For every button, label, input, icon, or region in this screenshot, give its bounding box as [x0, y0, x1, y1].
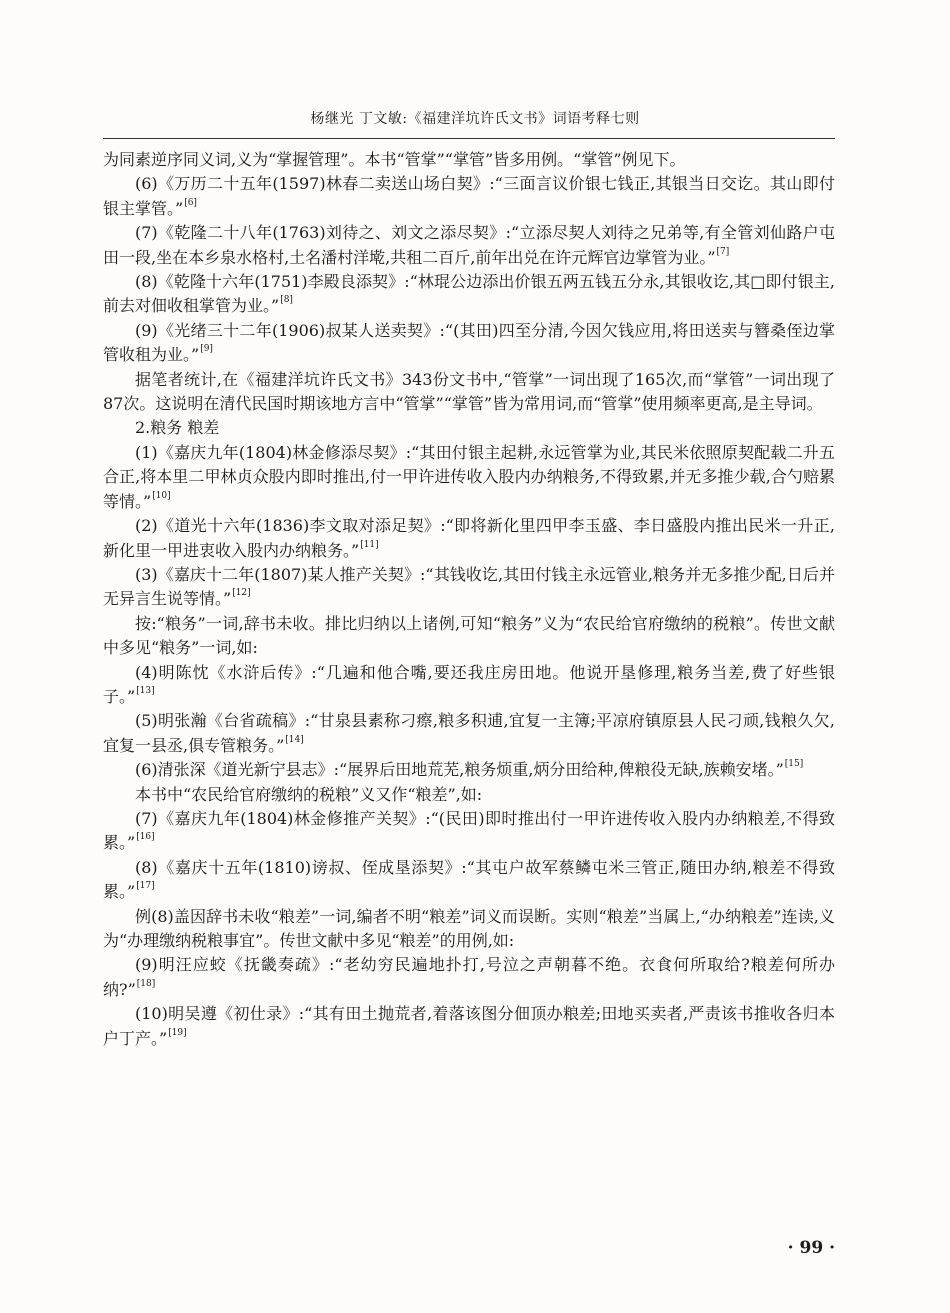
footnote-ref: [12]: [232, 588, 251, 599]
paragraph-text: (1)《嘉庆九年(1804)林金修添尽契》:“其田付银主起耕,永远管掌为业,其民米依照原契配载二升五合正,将本里二甲林贞众股内即时推出,付一甲许进传收入股内办纳粮务,不得致累,并无多推少载,合勺赔累等情。”: [103, 442, 835, 511]
paragraph: [103, 953, 835, 1002]
paragraph: [103, 1002, 835, 1051]
paragraph-text: 为同素逆序同义词,义为“掌握管理”。本书“管掌”“掌管”皆多用例。“掌管”例见下。: [103, 150, 686, 169]
paragraph: [103, 221, 835, 270]
running-header: 杨继光 丁文敏:《福建洋坑许氏文书》词语考释七则: [310, 111, 640, 127]
footnote-ref: [9]: [200, 344, 213, 355]
paragraph: [103, 319, 835, 368]
paragraph: [103, 148, 835, 172]
footnote-ref: [7]: [716, 246, 730, 257]
paragraph-text: (9)明汪应蛟《抚畿奏疏》:“老幼穷民遍地扑打,号泣之声朝暮不绝。衣食何所取给?粮差何所办纳?”: [103, 955, 835, 999]
paragraph: [103, 856, 835, 905]
article-body: [103, 148, 835, 1051]
paragraph: [103, 441, 835, 514]
paragraph-text: (10)明吴遵《初仕录》:“其有田土抛荒者,着落该图分佃顶办粮差;田地买卖者,严责该书推收各归本户丁产。”: [103, 1004, 835, 1048]
footnote-ref: [11]: [360, 539, 379, 550]
footnote-ref: [14]: [285, 734, 304, 745]
paragraph: [103, 758, 835, 782]
page-number: · 99 ·: [787, 1238, 835, 1258]
paragraph: [103, 270, 835, 319]
paragraph-text: 2.粮务 粮差: [135, 418, 220, 438]
paragraph-text: (4)明陈忱《水浒后传》:“几遍和他合嘴,要还我庄房田地。他说开垦修理,粮务当差,费了好些银子。”: [103, 662, 835, 706]
paragraph: [103, 807, 835, 856]
footnote-ref: [13]: [136, 685, 155, 696]
paragraph-text: (7)《乾隆二十八年(1763)刘待之、刘文之添尽契》:“立添尽契人刘待之兄弟等,有全管刘仙路户屯田一段,坐在本乡泉水格村,土名潘村洋墘,共租二百斤,前年出兑在许元辉官边掌管为业。”: [103, 223, 835, 267]
paragraph: [103, 661, 835, 710]
paragraph-text: (6)清张深《道光新宁县志》:“展界后田地荒芜,粮务烦重,炳分田给种,俾粮役无缺,族赖安堵。”: [135, 760, 784, 780]
paragraph-text: (2)《道光十六年(1836)李文取对添足契》:“即将新化里四甲李玉盛、李日盛股内推出民米一升正,新化里一甲进衷收入股内办纳粮务。”: [103, 516, 835, 560]
paragraph-text: 例(8)盖因辞书未收“粮差”一词,编者不明“粮差”词义而误断。实则“粮差”当属上,“办纳粮差”连读,义为“办理缴纳税粮事宜”。传世文献中多见“粮差”的用例,如:: [103, 906, 835, 950]
paragraph: [103, 416, 835, 440]
paragraph-text: (8)《乾隆十六年(1751)李殿良添契》:“林琨公边添出价银五两五钱五分永,其银收讫,其□即付银主,前去对佃收租掌管为业。”: [103, 272, 835, 316]
paragraph: [103, 368, 835, 417]
paragraph-text: (6)《万历二十五年(1597)林春二卖送山场白契》:“三面言议价银七钱正,其银当日交讫。其山即付银主掌管。”: [103, 174, 835, 218]
header-rule: [103, 138, 835, 139]
footnote-ref: [10]: [152, 490, 171, 501]
paragraph-text: 按:“粮务”一词,辞书未收。排比归纳以上诸例,可知“粮务”义为“农民给官府缴纳的税粮”。传世文献中多见“粮务”一词,如:: [103, 613, 835, 658]
paragraph: [103, 514, 835, 563]
footnote-ref: [6]: [184, 197, 197, 208]
paragraph: [103, 783, 835, 807]
paragraph-text: 本书中“农民给官府缴纳的税粮”义又作“粮差”,如:: [135, 784, 483, 804]
paragraph-text: (3)《嘉庆十二年(1807)某人推产关契》:“其钱收讫,其田付钱主永远管业,粮务并无多推少配,日后并无异言生说等情。”: [103, 564, 835, 609]
paragraph-text: 据笔者统计,在《福建洋坑许氏文书》343份文书中,“管掌”一词出现了165次,而“掌管”一词出现了87次。这说明在清代民国时期该地方言中“管掌”“掌管”皆为常用词,而“管掌”使用频率更高,是主导词。: [103, 369, 835, 414]
footnote-ref: [17]: [136, 881, 155, 892]
paragraph: [103, 172, 835, 221]
paragraph-text: (5)明张瀚《台省疏稿》:“甘泉县素称刁瘵,粮多积逋,宜复一主簿;平凉府镇原县人民刁顽,钱粮久欠,宜复一县丞,俱专管粮务。”: [103, 711, 835, 755]
paragraph: [103, 612, 835, 661]
footnote-ref: [19]: [168, 1027, 187, 1038]
footnote-ref: [15]: [784, 759, 804, 770]
footnote-ref: [18]: [136, 978, 156, 989]
paragraph-text: (9)《光绪三十二年(1906)叔某人送卖契》:“(其田)四至分清,今因欠钱应用,将田送卖与簪桑侄边掌管收租为业。”: [103, 320, 835, 365]
paragraph: [103, 709, 835, 758]
paragraph: [103, 563, 835, 612]
paragraph-text: (8)《嘉庆十五年(1810)谤叔、侄成垦添契》:“其屯户故军蔡鳞屯米三管正,随田办纳,粮差不得致累。”: [103, 857, 835, 902]
footnote-ref: [16]: [136, 832, 155, 843]
paragraph: [103, 905, 835, 954]
footnote-ref: [8]: [280, 295, 293, 306]
paragraph-text: (7)《嘉庆九年(1804)林金修推产关契》:“(民田)即时推出付一甲许进传收入股内办纳粮差,不得致累。”: [103, 808, 835, 853]
